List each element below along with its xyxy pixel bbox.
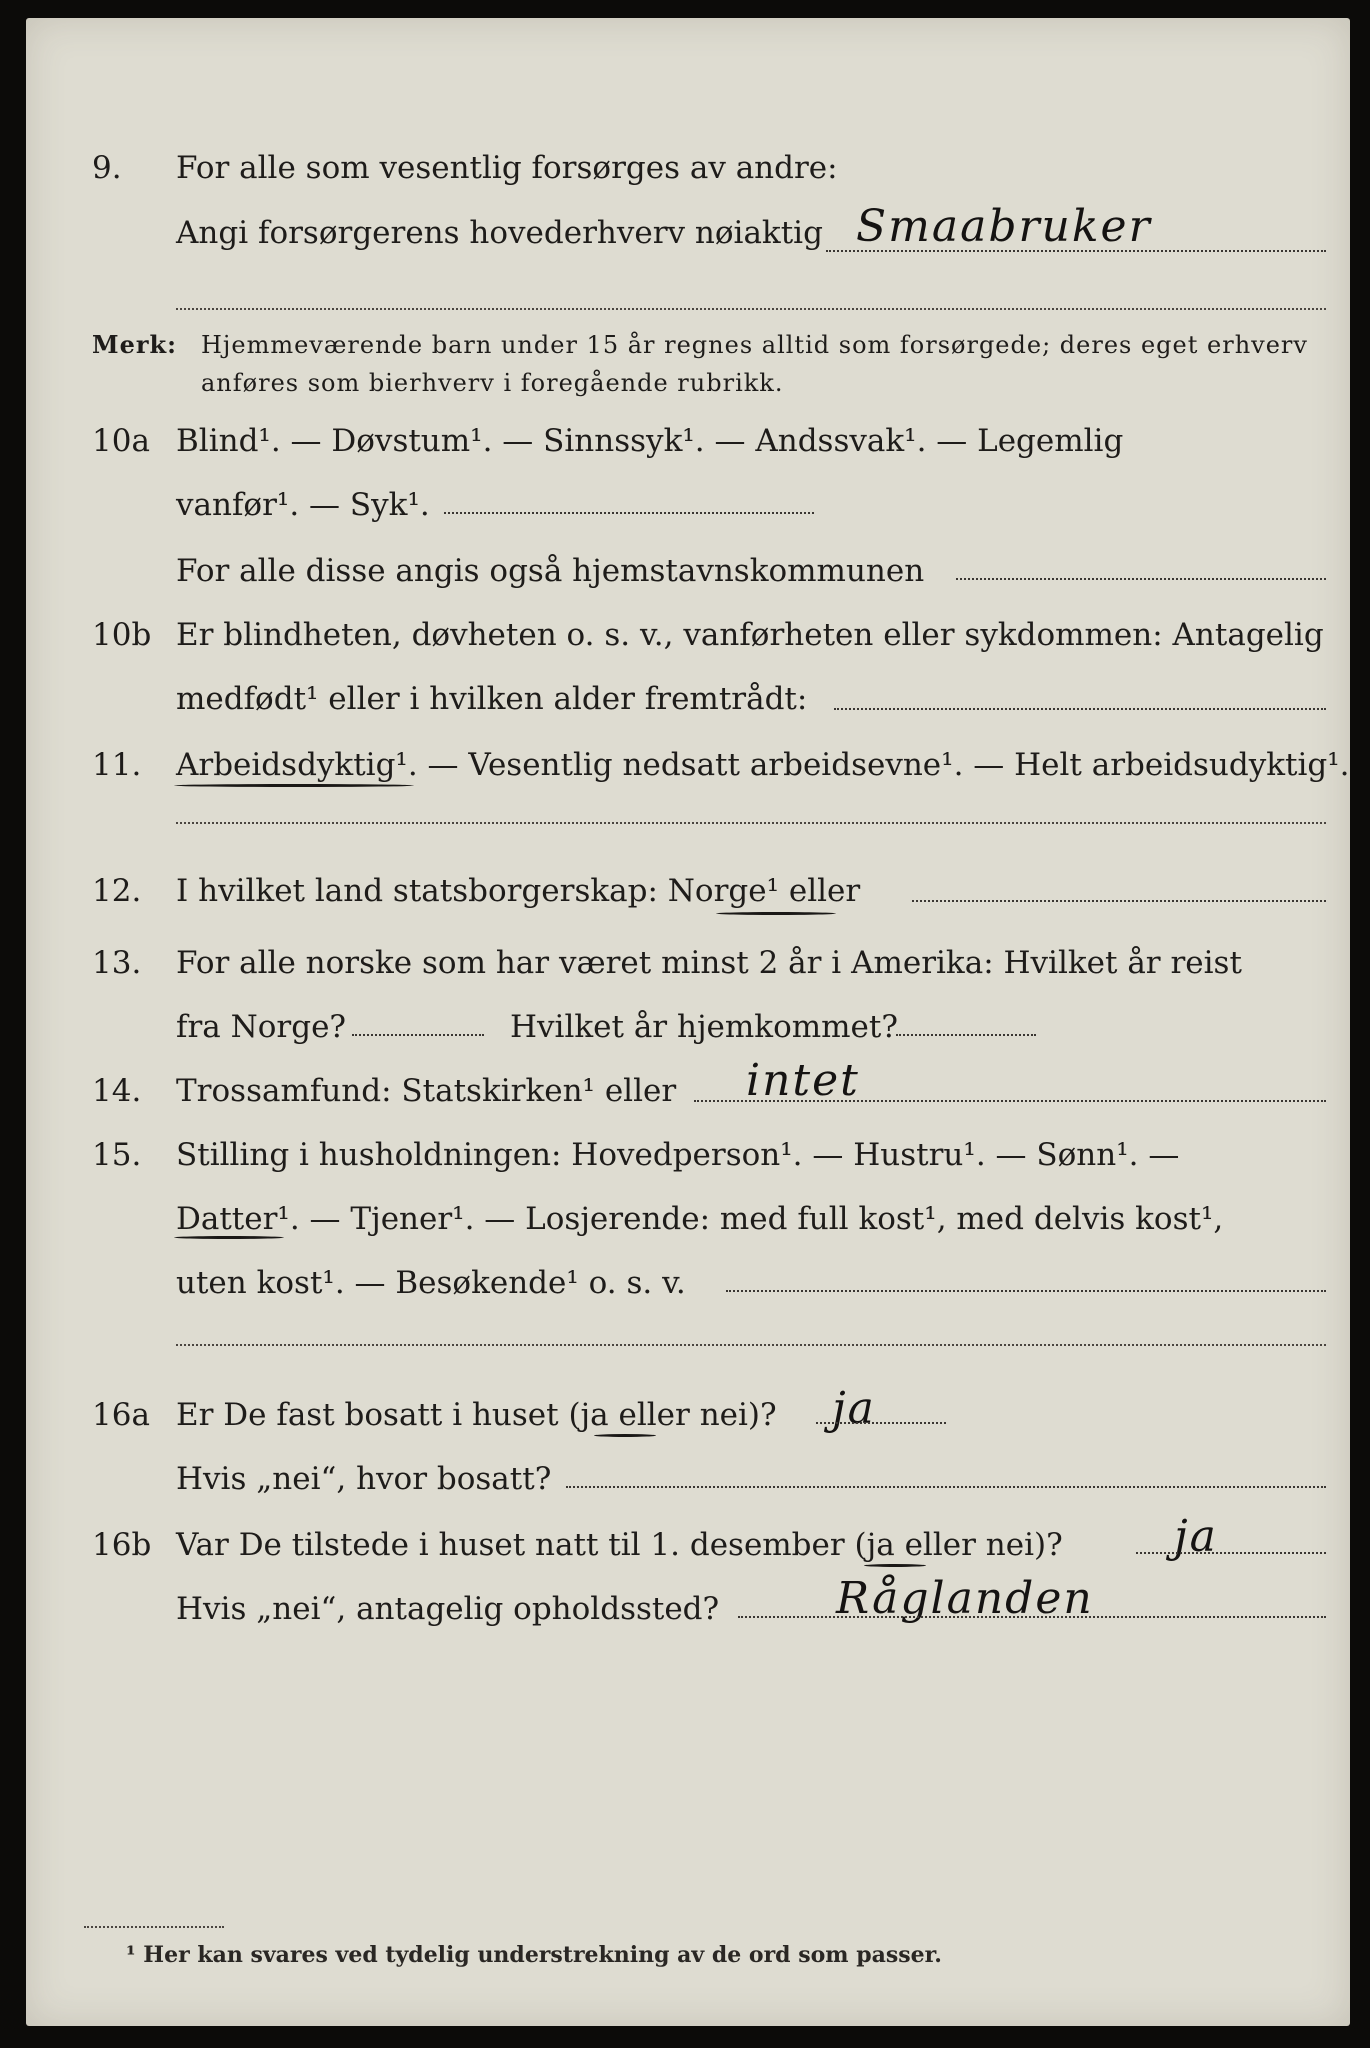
q16b-answer1-handwritten: ja bbox=[1174, 1511, 1218, 1562]
q11-number: 11. bbox=[92, 747, 142, 783]
q9-answer-handwritten: Smaabruker bbox=[856, 201, 1152, 252]
q15-row1 bbox=[26, 1130, 1350, 1180]
q14-number: 14. bbox=[92, 1073, 142, 1109]
footnote: ¹ Her kan svares ved tydelig understrekning av de ord som passer. bbox=[126, 1942, 942, 1968]
q16a-bosatt-line bbox=[566, 1486, 1326, 1488]
q9-extra-line bbox=[176, 308, 1326, 310]
q15-row3 bbox=[26, 1258, 1350, 1308]
q10b-number: 10b bbox=[92, 617, 152, 653]
q16a-row1 bbox=[26, 1383, 1350, 1440]
q13-hjemkommet-line bbox=[896, 1034, 1036, 1036]
q13-line1: For alle norske som har været minst 2 år i Amerika: Hvilket år reist bbox=[176, 945, 1242, 981]
q16b-line1: Var De tilstede i huset natt til 1. desember (ja eller nei)? bbox=[176, 1527, 1063, 1563]
q13-row1 bbox=[26, 938, 1350, 988]
q10a-hjemstavn-line bbox=[956, 578, 1326, 580]
q13-line2b: Hvilket år hjemkommet? bbox=[510, 1009, 898, 1045]
q14-answer-line bbox=[694, 1100, 1326, 1102]
q10a-number: 10a bbox=[92, 423, 150, 459]
q16a-number: 16a bbox=[92, 1397, 150, 1433]
q12-answer-line bbox=[912, 900, 1326, 902]
q13-reist-line bbox=[352, 1034, 484, 1036]
q16a-line2: Hvis „nei“, hvor bosatt? bbox=[176, 1461, 552, 1497]
q9-answer-line bbox=[826, 250, 1326, 252]
q10a-row3 bbox=[26, 546, 1350, 596]
merk-line2: anføres som bierhverv i foregående rubrikk. bbox=[201, 369, 784, 397]
q13-number: 13. bbox=[92, 945, 142, 981]
q11-row1 bbox=[26, 740, 1350, 790]
q16a-row2 bbox=[26, 1454, 1350, 1504]
q15-answer-line bbox=[726, 1290, 1326, 1292]
q15-extra-line bbox=[176, 1344, 1326, 1346]
q10b-row1 bbox=[26, 610, 1350, 660]
q15-line2: Datter¹. — Tjener¹. — Losjerende: med full kost¹, med delvis kost¹, bbox=[176, 1201, 1224, 1237]
q12-row1 bbox=[26, 866, 1350, 916]
q16a-answer-line bbox=[816, 1422, 946, 1424]
merk-line1: Hjemmeværende barn under 15 år regnes alltid som forsørgede; deres eget erhverv bbox=[201, 331, 1308, 359]
q16b-number: 16b bbox=[92, 1527, 152, 1563]
merk-row1 bbox=[26, 326, 1350, 364]
q16b-underline-mark bbox=[864, 1564, 926, 1567]
q9-line2: Angi forsørgerens hovederhverv nøiaktig bbox=[176, 215, 823, 251]
q16b-answer2-handwritten: Råglanden bbox=[836, 1573, 1094, 1624]
q15-line1: Stilling i husholdningen: Hovedperson¹. — Hustru¹. — Sønn¹. — bbox=[176, 1137, 1180, 1173]
q15-line3: uten kost¹. — Besøkende¹ o. s. v. bbox=[176, 1265, 686, 1301]
merk-row2 bbox=[26, 364, 1350, 402]
q11-extra-line bbox=[176, 822, 1326, 824]
q13-row2 bbox=[26, 1002, 1350, 1052]
q16b-answer1-line bbox=[1136, 1552, 1326, 1554]
q10a-row2 bbox=[26, 480, 1350, 530]
footnote-rule bbox=[84, 1926, 224, 1928]
q11-underline-mark bbox=[174, 784, 414, 787]
q10b-answer-line bbox=[834, 708, 1326, 710]
q10a-row1 bbox=[26, 416, 1350, 466]
q11-line1: Arbeidsdyktig¹. — Vesentlig nedsatt arbeidsevne¹. — Helt arbeidsudyktig¹. bbox=[176, 747, 1350, 783]
q9-line1: For alle som vesentlig forsørges av andre: bbox=[176, 150, 838, 186]
q10b-row2 bbox=[26, 674, 1350, 724]
census-form-page bbox=[26, 18, 1350, 2026]
q16b-row1 bbox=[26, 1511, 1350, 1570]
merk-label: Merk: bbox=[92, 330, 177, 359]
q14-answer-handwritten: intet bbox=[746, 1055, 860, 1106]
q10a-syk-line bbox=[444, 512, 814, 514]
q12-underline-mark bbox=[716, 912, 836, 915]
q10a-line2: vanfør¹. — Syk¹. bbox=[176, 487, 430, 523]
q10a-line3: For alle disse angis også hjemstavnskommunen bbox=[176, 553, 925, 589]
q12-number: 12. bbox=[92, 873, 142, 909]
q10a-line1: Blind¹. — Døvstum¹. — Sinnssyk¹. — Andssvak¹. — Legemlig bbox=[176, 423, 1124, 459]
q16a-line1: Er De fast bosatt i huset (ja eller nei)? bbox=[176, 1397, 777, 1433]
q9-number: 9. bbox=[92, 150, 122, 186]
q15-underline-mark bbox=[174, 1236, 284, 1239]
q16b-row2 bbox=[26, 1573, 1350, 1634]
q9-row1 bbox=[26, 143, 1350, 193]
q14-row1 bbox=[26, 1055, 1350, 1116]
q16a-underline-mark bbox=[594, 1434, 656, 1437]
q16a-answer-handwritten: ja bbox=[832, 1383, 876, 1434]
q10b-line1: Er blindheten, døvheten o. s. v., vanførheten eller sykdommen: Antagelig bbox=[176, 617, 1324, 653]
q16b-opholdssted-line bbox=[738, 1616, 1326, 1618]
q14-line1: Trossamfund: Statskirken¹ eller bbox=[176, 1073, 677, 1109]
q13-line2a: fra Norge? bbox=[176, 1009, 347, 1045]
q10b-line2: medfødt¹ eller i hvilken alder fremtrådt: bbox=[176, 681, 808, 717]
q12-line1: I hvilket land statsborgerskap: Norge¹ eller bbox=[176, 873, 861, 909]
q15-number: 15. bbox=[92, 1137, 142, 1173]
q16b-line2: Hvis „nei“, antagelig opholdssted? bbox=[176, 1591, 720, 1627]
